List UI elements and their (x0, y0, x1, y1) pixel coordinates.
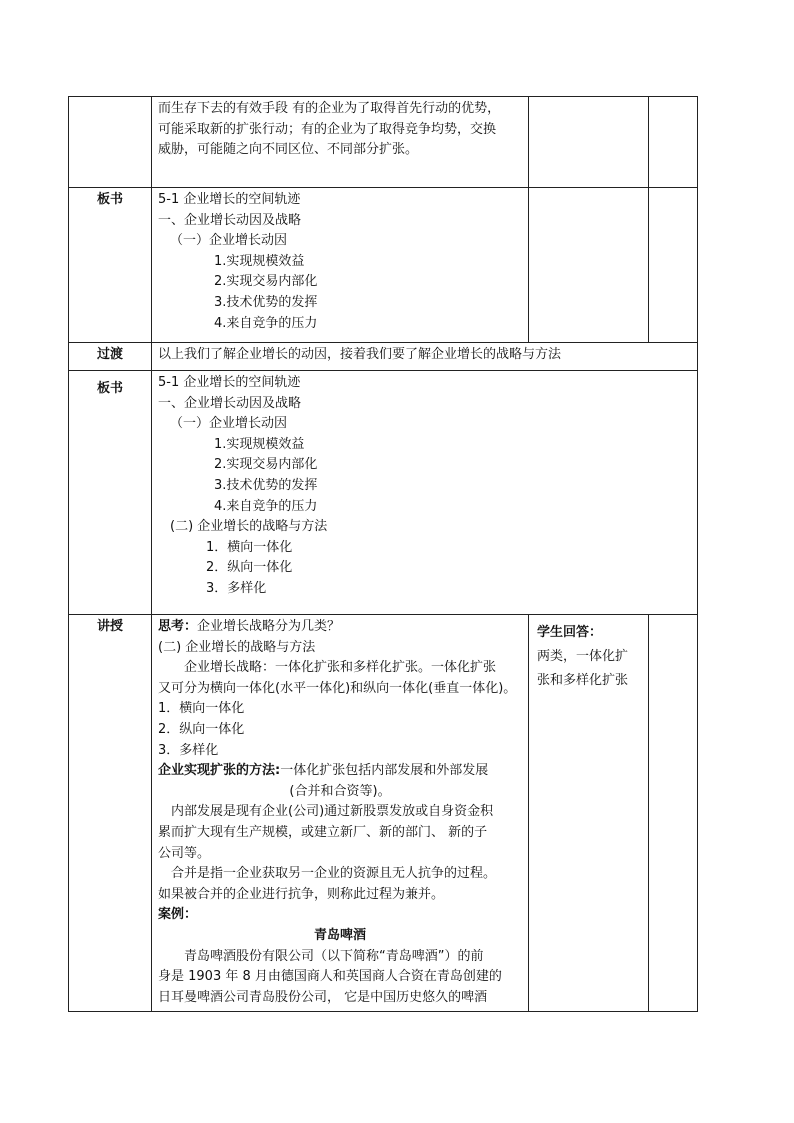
row-transition (69, 343, 698, 371)
board1-label: 板书 (69, 188, 152, 343)
strategy-line-2: 又可分为横向一体化(水平一体化)和纵向一体化(垂直一体化)。 (158, 680, 517, 696)
transition-label: 过渡 (69, 343, 152, 371)
board1-student-cell (529, 188, 649, 343)
lecture-item-2: 2．纵向一体化 (158, 721, 245, 737)
board2-item-3: 3.技术优势的发挥 (214, 477, 318, 493)
case-line-3: 日耳曼啤酒公司青岛股份公司， 它是中国历史悠久的啤酒 (158, 989, 488, 1005)
board2-strategy-3: 3．多样化 (206, 580, 267, 596)
row-board-2 (69, 371, 698, 615)
lecture-notes-cell (649, 615, 698, 1012)
board1-content-cell (152, 188, 529, 343)
intro-label-cell (69, 97, 152, 188)
think-text: 企业增长战略分为几类？ (197, 619, 341, 634)
method-text: 一体化扩张包括内部发展和外部发展 (280, 763, 489, 779)
board1-item-3: 3.技术优势的发挥 (214, 294, 318, 310)
strategy-line-1: 企业增长战略：一体化扩张和多样化扩张。一体化扩张 (184, 660, 497, 676)
board2-item-1: 1.实现规模效益 (214, 436, 305, 452)
lecture-sub2: (二) 企业增长的战略与方法 (158, 639, 316, 655)
row-board-1 (69, 188, 698, 343)
method-text-2: (合并和合资等)。 (289, 783, 391, 799)
method-label: 企业实现扩张的方法: (158, 763, 281, 779)
board1-notes-cell (649, 188, 698, 343)
intro-content-cell (152, 97, 529, 188)
merge-line-1: 合并是指一企业获取另一企业的资源且无人抗争的过程。 (171, 866, 497, 882)
row-lecture (69, 615, 698, 1012)
intro-line-3: 威胁，可能随之向不同区位、不同部分扩张。 (158, 142, 419, 158)
lecture-label: 讲授 (69, 615, 152, 1012)
board2-label: 板书 (69, 371, 152, 615)
board1-item-1: 1.实现规模效益 (214, 253, 305, 269)
case-title: 青岛啤酒 (313, 927, 366, 943)
board1-item-2: 2.实现交易内部化 (214, 274, 318, 290)
lecture-item-1: 1．横向一体化 (158, 701, 245, 717)
board1-title: 5-1 企业增长的空间轨迹 (158, 192, 301, 207)
transition-content-cell (152, 343, 698, 371)
board2-item-4: 4.来自竞争的压力 (214, 498, 318, 514)
board2-section: 一、企业增长动因及战略 (158, 395, 302, 411)
lesson-plan-table (68, 96, 698, 1012)
row-intro (69, 97, 698, 188)
internal-line-2: 累而扩大现有生产规模，或建立新厂、新的部门、 新的子 (158, 824, 488, 840)
intro-line-2: 可能采取新的扩张行动；有的企业为了取得竞争均势，交换 (158, 121, 497, 137)
merge-line-2: 如果被合并的企业进行抗争，则称此过程为兼并。 (158, 886, 445, 902)
transition-text: 以上我们了解企业增长的动因，接着我们要了解企业增长的战略与方法 (158, 347, 562, 362)
board2-strategy-1: 1．横向一体化 (206, 539, 293, 555)
internal-line-3: 公司等。 (158, 845, 211, 861)
student-answer-line-2: 张和多样化扩张 (537, 673, 629, 688)
board1-sub: （一）企业增长动因 (170, 233, 288, 249)
student-answer-line-1: 两类，一体化扩 (537, 649, 629, 664)
case-line-2: 身是 1903 年 8 月由德国商人和英国商人合资在青岛创建的 (158, 969, 502, 985)
case-label: 案例： (158, 907, 198, 923)
board2-content-cell (152, 371, 698, 615)
board2-item-2: 2.实现交易内部化 (214, 457, 318, 473)
intro-line-1: 而生存下去的有效手段 有的企业为了取得首先行动的优势， (158, 101, 501, 116)
board2-sub2: (二) 企业增长的战略与方法 (170, 519, 328, 535)
think-label: 思考： (158, 619, 198, 634)
intro-notes-cell (649, 97, 698, 188)
intro-student-cell (529, 97, 649, 188)
internal-line-1: 内部发展是现有企业(公司)通过新股票发放或自身资金积 (171, 804, 494, 820)
case-line-1: 青岛啤酒股份有限公司（以下简称“青岛啤酒”）的前 (184, 948, 484, 964)
student-answer-label: 学生回答： (537, 625, 603, 640)
lecture-content-cell (152, 615, 529, 1012)
board2-sub: （一）企业增长动因 (170, 416, 288, 432)
board2-title: 5-1 企业增长的空间轨迹 (158, 375, 301, 390)
board1-item-4: 4.来自竞争的压力 (214, 315, 318, 331)
board2-strategy-2: 2．纵向一体化 (206, 560, 293, 576)
lecture-item-3: 3．多样化 (158, 742, 219, 758)
board1-section: 一、企业增长动因及战略 (158, 212, 302, 228)
student-answer-cell (529, 615, 649, 1012)
